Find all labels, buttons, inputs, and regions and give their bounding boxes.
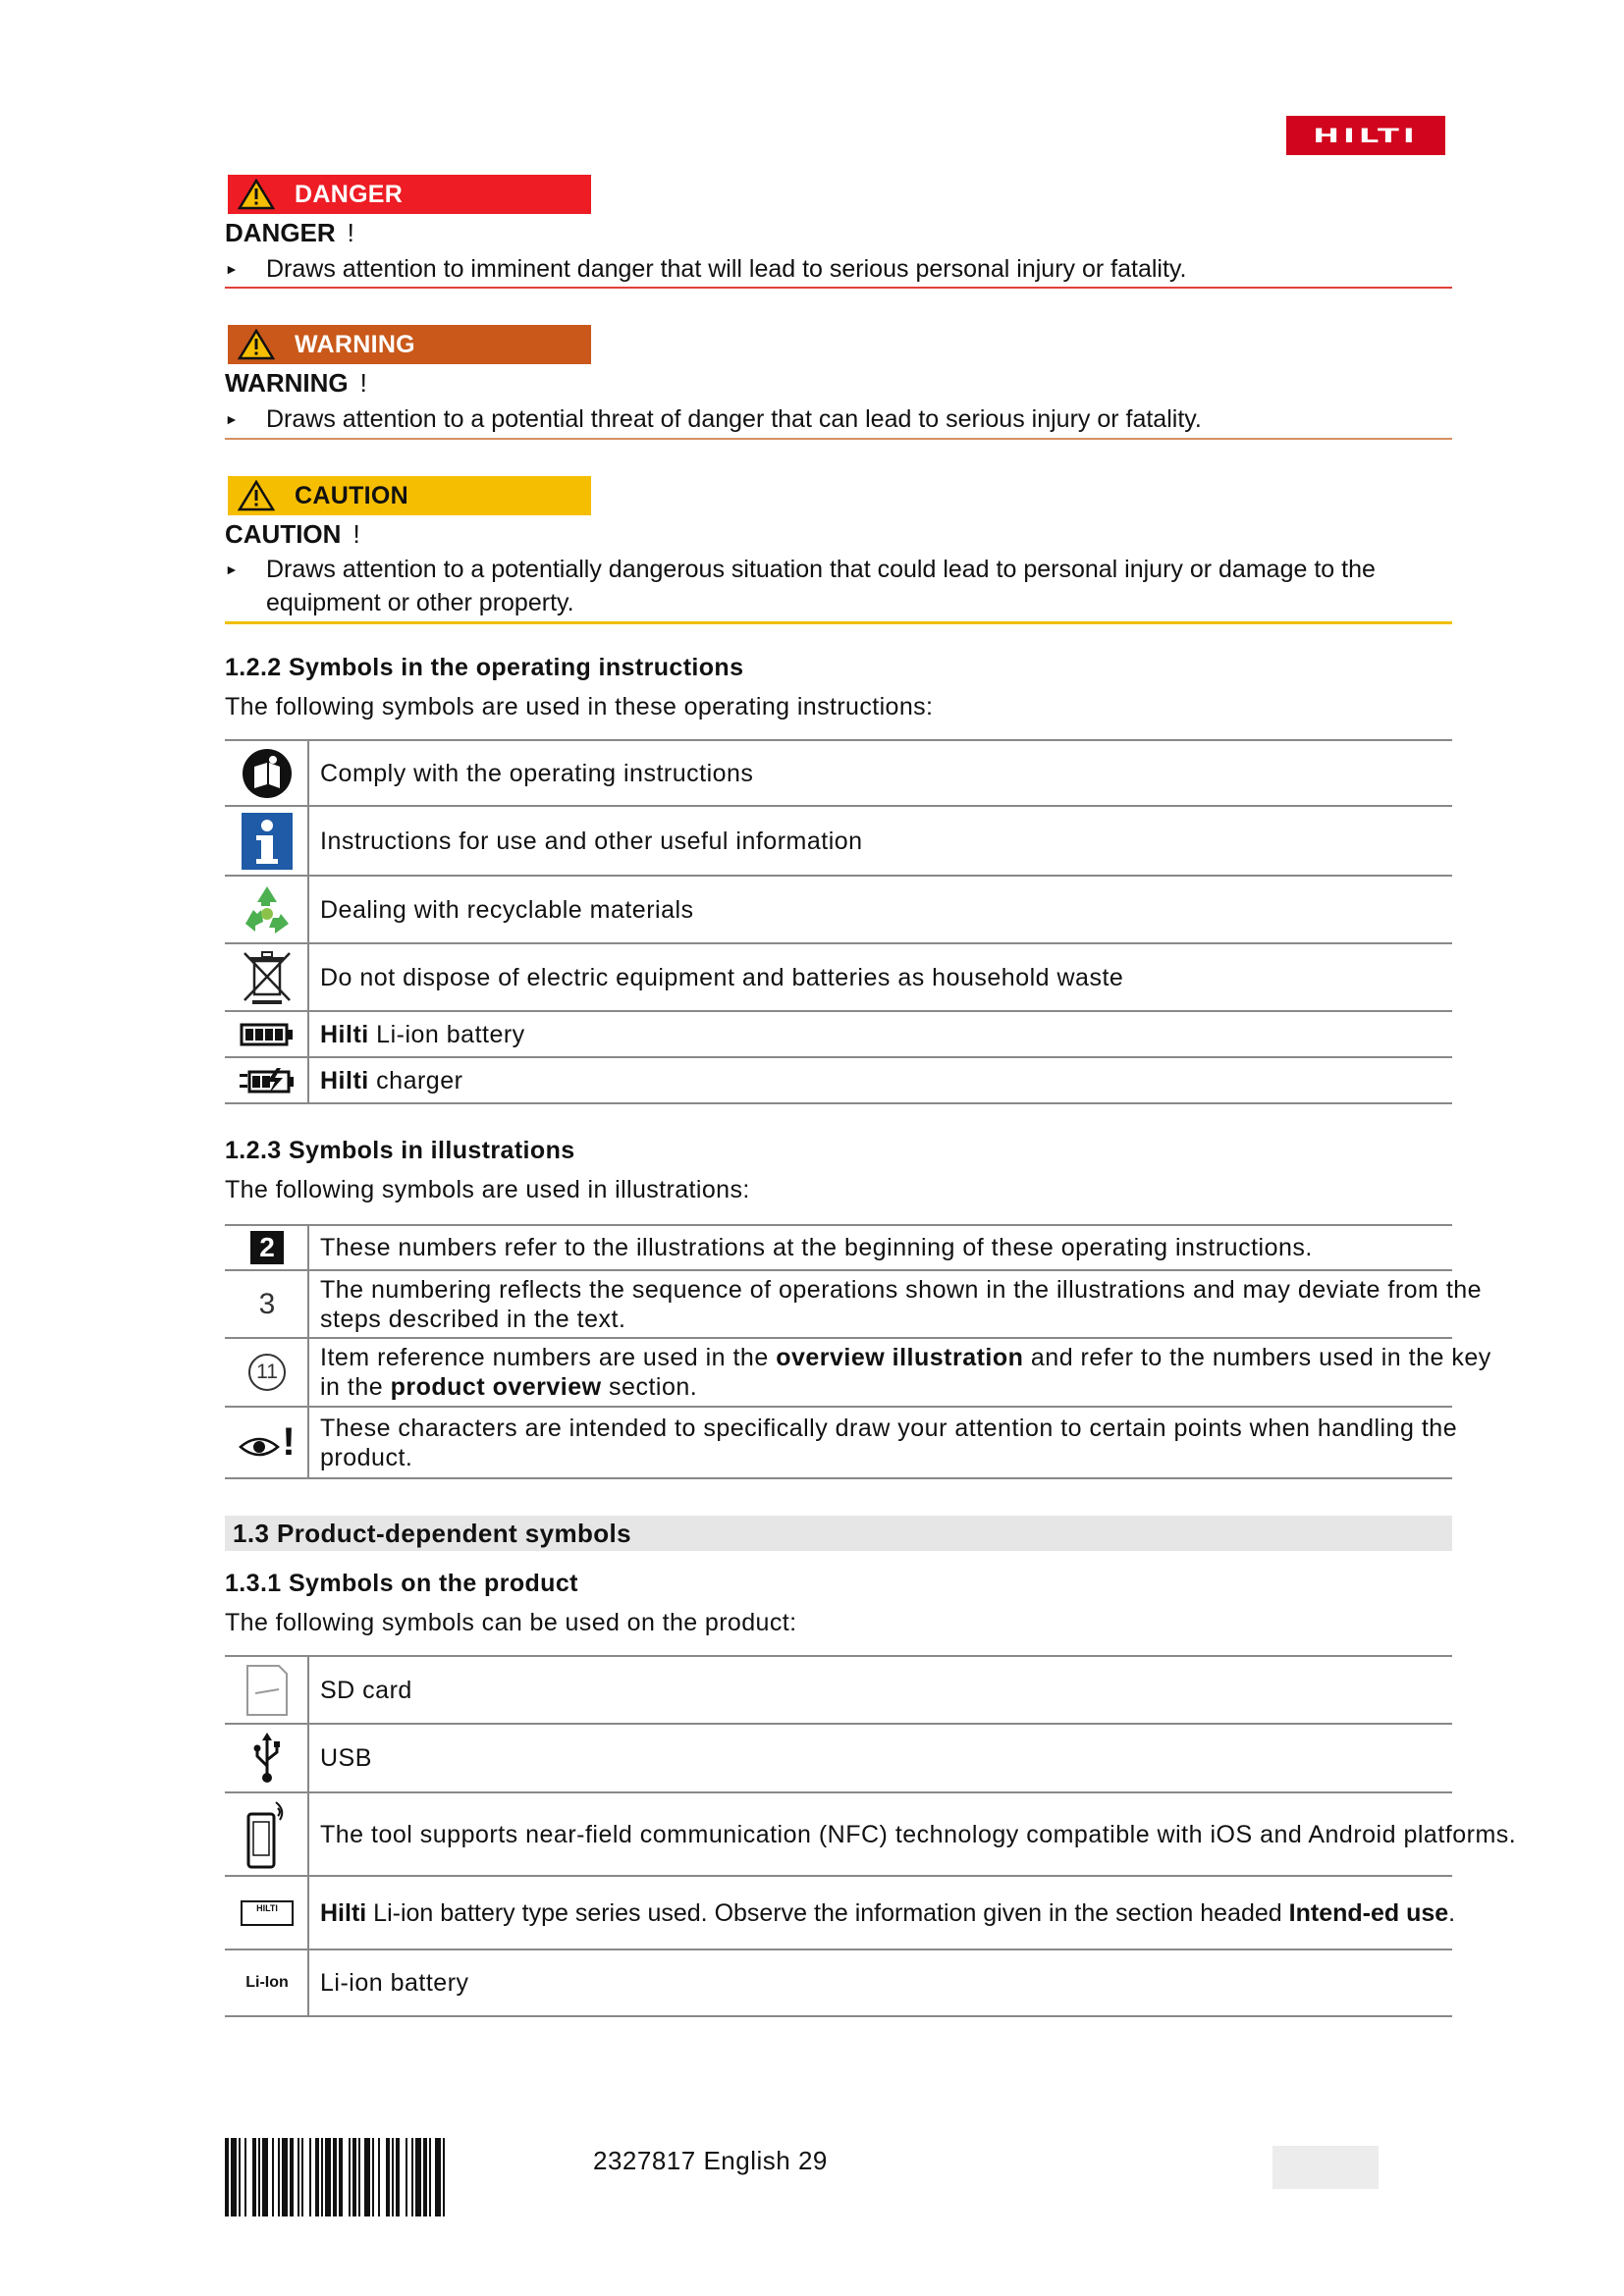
info-icon — [228, 807, 306, 875]
sd-card-icon — [228, 1657, 306, 1723]
symbol-text: The tool supports near-field communication (NFC) technology compatible with iOS and Android platforms. — [320, 1820, 1517, 1848]
symbol-text: SD card — [320, 1676, 412, 1704]
item-reference-icon: 11 — [228, 1339, 306, 1406]
barcode — [225, 2138, 559, 2216]
charger-icon — [228, 1058, 306, 1102]
symbol-text: Item reference numbers are used in the overview illustration and refer to the numbers used in the key in the product overview section. — [320, 1344, 1491, 1401]
symbol-text: USB — [320, 1744, 372, 1772]
warning-description: ► Draws attention to a potential threat of danger that can lead to serious injury or fatality. — [225, 402, 1452, 436]
caution-rule — [225, 621, 1452, 624]
manual-book-icon — [228, 741, 306, 805]
symbol-text: The numbering reflects the sequence of operations shown in the illustrations and may deviate from the steps described in the text. — [320, 1275, 1483, 1333]
caution-description: ► Draws attention to a potentially dangerous situation that could lead to personal injury or damage to the equipment or other property. — [225, 553, 1452, 619]
warning-triangle-icon — [238, 329, 275, 360]
bullet-arrow-icon: ► — [225, 411, 239, 427]
section-intro-1-2-3: The following symbols are used in illustrations: — [225, 1176, 750, 1203]
attention-eye-icon: ! — [228, 1408, 306, 1477]
danger-rule — [225, 287, 1452, 289]
battery-series-icon: HILTI — [228, 1877, 306, 1949]
warning-triangle-icon — [238, 179, 275, 210]
crossed-bin-icon — [228, 944, 306, 1010]
danger-bar-label: DANGER — [295, 180, 404, 208]
bullet-arrow-icon: ► — [225, 261, 239, 277]
warning-rule — [225, 438, 1452, 440]
symbol-text: Hilti Li-ion battery type series used. Observe the information given in the section headed Intend-ed use. — [320, 1898, 1456, 1927]
section-intro-1-3-1: The following symbols can be used on the product: — [225, 1609, 797, 1636]
warning-word: WARNING ! — [225, 368, 367, 398]
step-number-icon: 3 — [258, 1287, 276, 1320]
symbol-text: Instructions for use and other useful information — [320, 827, 863, 855]
symbol-text: Hilti Li-ion battery — [320, 1020, 525, 1048]
danger-signal-bar — [228, 175, 591, 214]
warning-signal-bar — [228, 325, 591, 364]
caution-signal-bar — [228, 476, 591, 515]
warning-triangle-icon — [238, 480, 275, 511]
danger-description: ► Draws attention to imminent danger that will lead to serious personal injury or fatality. — [225, 252, 1452, 286]
figure-number-icon: 2 — [228, 1226, 306, 1269]
hilti-logo: HILTI — [1286, 116, 1445, 155]
bullet-arrow-icon: ► — [225, 561, 239, 577]
symbol-text: Do not dispose of electric equipment and batteries as household waste — [320, 963, 1124, 991]
section-heading-1-2-2: 1.2.2 Symbols in the operating instructions — [225, 654, 744, 681]
section-heading-1-3-1: 1.3.1 Symbols on the product — [225, 1570, 578, 1597]
section-intro-1-2-2: The following symbols are used in these operating instructions: — [225, 693, 934, 721]
symbol-text: Hilti charger — [320, 1066, 463, 1095]
section-bar-1-3 — [225, 1516, 1452, 1551]
symbol-text: Dealing with recyclable materials — [320, 895, 694, 924]
warning-bar-label: WARNING — [295, 330, 415, 358]
symbol-text: These characters are intended to specifically draw your attention to certain points when handling the product. — [320, 1414, 1458, 1471]
danger-word: DANGER ! — [225, 218, 354, 247]
symbol-text: These numbers refer to the illustrations at the beginning of these operating instructions. — [320, 1234, 1313, 1261]
li-ion-icon: Li-Ion — [245, 1974, 289, 1991]
section-heading-1-2-3: 1.2.3 Symbols in illustrations — [225, 1137, 575, 1164]
caution-word: CAUTION ! — [225, 519, 360, 549]
caution-bar-label: CAUTION — [295, 481, 408, 509]
symbol-text: Li-ion battery — [320, 1969, 469, 1997]
footer-doc-info: 2327817 English 29 — [593, 2146, 828, 2175]
page-tab-marker — [1272, 2146, 1379, 2189]
symbol-text: Comply with the operating instructions — [320, 759, 754, 787]
usb-icon — [228, 1725, 306, 1791]
battery-icon — [228, 1012, 306, 1056]
section-heading-1-3: 1.3 Product-dependent symbols — [233, 1519, 632, 1548]
nfc-phone-icon — [228, 1793, 306, 1875]
recycle-icon — [228, 877, 306, 942]
